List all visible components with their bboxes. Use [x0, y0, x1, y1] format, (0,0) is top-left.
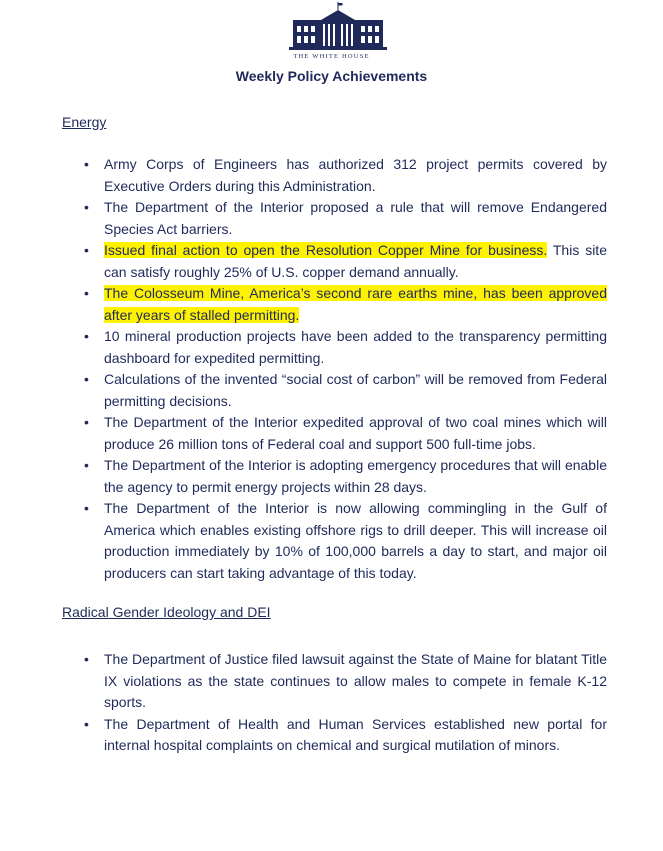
list-item: • 10 mineral production projects have been added to the transparency permitting dashboard for expedited permitting. — [62, 326, 607, 369]
list-item: • The Department of Justice filed lawsuit against the State of Maine for blatant Title IX violations as the state continues to allow males to compete in female K-12 sports. — [62, 649, 607, 714]
section-heading-gender-dei: Radical Gender Ideology and DEI — [62, 604, 271, 620]
list-item: • Issued final action to open the Resolution Copper Mine for business. This site can satisfy roughly 25% of U.S. copper demand annually. — [62, 240, 607, 283]
highlighted-text: The Colosseum Mine, America’s second rare earths mine, has been approved after years of stalled permitting. — [104, 285, 607, 323]
gender-dei-bullet-list — [62, 649, 607, 757]
highlighted-text: Issued final action to open the Resolution Copper Mine for business. — [104, 242, 548, 258]
section-heading-energy: Energy — [62, 114, 107, 130]
list-item: • The Department of the Interior proposed a rule that will remove Endangered Species Act barriers. — [62, 197, 607, 240]
list-item — [62, 283, 607, 326]
list-item: • The Department of the Interior is now allowing commingling in the Gulf of America which enables existing offshore rigs to drill deeper. This will increase oil production immediately by 10% of 100,000 barrels a day to start, and major oil producers can start taking advantage of this today. — [62, 498, 607, 584]
list-item: • Army Corps of Engineers has authorized 312 project permits covered by Executive Orders during this Administration. — [62, 154, 607, 197]
document-title: Weekly Policy Achievements — [235, 68, 428, 84]
list-item: • The Department of the Interior expedited approval of two coal mines which will produce 26 million tons of Federal coal and support 500 full-time jobs. — [62, 412, 607, 455]
list-item: • The Department of Health and Human Services established new portal for internal hospital complaints on chemical and surgical mutilation of minors. — [62, 714, 607, 757]
energy-bullet-list — [62, 154, 607, 584]
list-item: • Calculations of the invented “social cost of carbon” will be removed from Federal permitting decisions. — [62, 369, 607, 412]
list-item: • The Department of the Interior is adopting emergency procedures that will enable the agency to permit energy projects within 28 days. — [62, 455, 607, 498]
logo-caption: THE WHITE HOUSE — [293, 53, 370, 60]
